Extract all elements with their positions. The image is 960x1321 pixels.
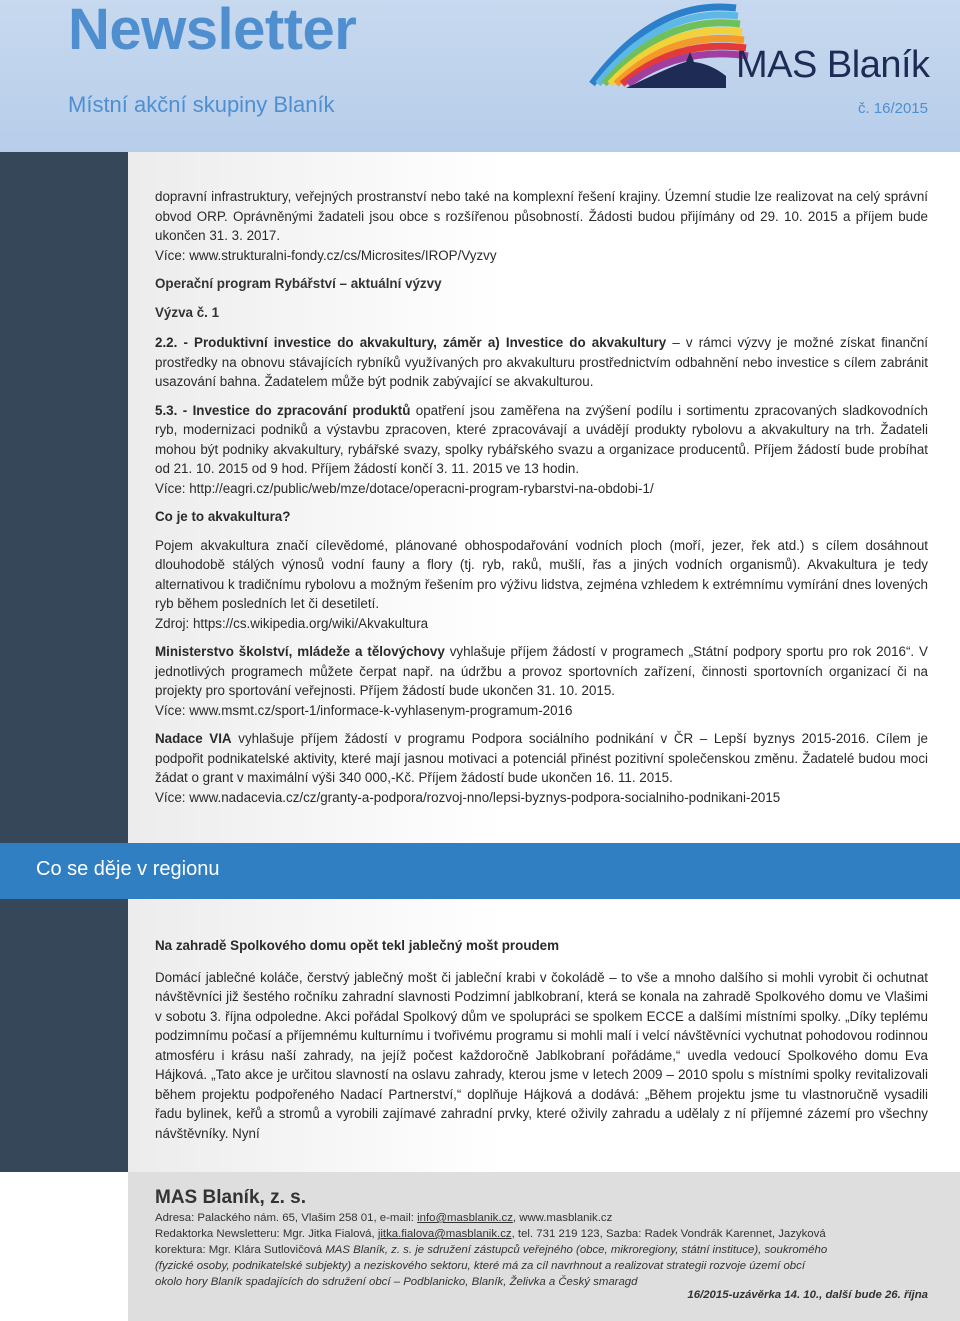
paragraph-lead: 2.2. - Produktivní investice do akvakultury, záměr a) Investice do akvakultury [155, 335, 667, 350]
more-info-link[interactable]: Více: http://eagri.cz/public/web/mze/dotace/operacni-program-rybarstvi-na-obdobi-1/ [155, 480, 654, 496]
section-banner-title: Co se děje v regionu [36, 858, 220, 880]
paragraph: Pojem akvakultura značí cílevědomé, plánované obhospodařování vodních ploch (moří, jezer, řek atd.) s cílem dosáhnout dlouhodobě stálých výnosů vodní fauny a flory (tj. ryb, raků, mušlí, řas a jiných vodních organismů). Akvakultura je tedy alternativou k tradičnímu rybolovu a možným řešením pro výživu lidstva, zejména vzhledem k extrémnímu vymírání dnes lovených ryb během posledních let či desetiletí. [155, 537, 928, 611]
footer-info [155, 1210, 930, 1290]
logo-text: MAS Blaník [736, 44, 930, 86]
paragraph-text: vyhlašuje příjem žádostí v programech „Státní podpory sportu pro rok 2016“. V jednotlivých programech můžete čerpat např. na údržbu a provoz sportovních zařízení, činnosti sportovních organizací či na projekty pro sportování veřejnosti. Příjem žádostí bude ukončen 31. 10. 2015. [155, 644, 928, 698]
footer-text: , www.masblanik.cz [512, 1212, 613, 1224]
paragraph: dopravní infrastruktury, veřejných prostranství nebo také na komplexní řešení krajiny. Územní studie lze realizovat na celý správní obvod ORP. Oprávněnými žadateli jsou obce s rozšířenou působností. Žádosti budou přijímány od 29. 10. 2015 a příjem bude ukončen 31. 3. 2017. [155, 189, 928, 243]
footer-org-name: MAS Blaník, z. s. [155, 1187, 306, 1208]
article-block-2 [155, 333, 928, 807]
footer-address-line [155, 1210, 930, 1226]
issue-number: č. 16/2015 [857, 100, 928, 117]
footer-proof-line [155, 1242, 930, 1258]
paragraph-text: vyhlašuje příjem žádostí v programu Podpora sociálního podnikání v ČR – Lepší byznys 2015-2016. Cílem je podpořit podnikatelské aktivity, které mají jasnou motivaci a potenciál přinést pozitivní společenskou změnu. Žadatelé budou moci žádat o grant v maximální výši 340 000,-Kč. Příjem žádostí bude ukončen 16. 11. 2015. [155, 731, 929, 785]
more-info-link[interactable]: Více: www.nadacevia.cz/cz/granty-a-podpora/rozvoj-nno/lepsi-byznys-podpora-socialniho-podnikani-2015 [155, 789, 781, 805]
section-heading: Operační program Rybářství – aktuální výzvy [155, 276, 442, 291]
article-block-3 [155, 936, 928, 1143]
source-link[interactable]: Zdroj: https://cs.wikipedia.org/wiki/Akvakultura [155, 615, 429, 631]
footer-text: korektura: Mgr. Klára Sutlovičová [155, 1244, 326, 1256]
left-sidebar-band [0, 152, 128, 1172]
paragraph-lead: Nadace VIA [155, 731, 232, 746]
paragraph [155, 401, 928, 479]
paragraph-text: – v rámci výzvy je možné získat finanční prostředky na obnovu stávajících rybníků využívaných pro akvakulturu prostřednictvím odbahnění nebo investice s cílem zabránit usazování bahna. Žadatelem může být podnik zabývající se akvakulturou. [155, 335, 928, 389]
article-heading: Na zahradě Spolkového domu opět tekl jablečný mošt proudem [155, 938, 560, 953]
footer-text: okolo hory Blaník spadajících do sdružení obcí – Podblanicko, Blaník, Želivka a Český smaragd [155, 1276, 638, 1288]
newsletter-title: Newsletter [68, 0, 357, 62]
footer-text: MAS Blaník, z. s. je sdružení zástupců veřejného (obce, mikroregiony, státní instituce), soukromého [325, 1244, 828, 1256]
footer-editor-line [155, 1226, 930, 1242]
paragraph-lead: 5.3. - Investice do zpracování produktů [155, 402, 411, 418]
paragraph [155, 729, 928, 788]
paragraph: Domácí jablečné koláče, čerstvý jablečný mošt či jableční krabi v čokoládě – to vše a mnoho dalšího si mohli vyrobit či ochutnat návštěvníci již šestého ročníku zahradní slavnosti Podzimní jablkobraní, která se konala na zahradě Spolkového domu ve Vlašimi v sobotu 3. října odpoledne. Akci pořádal Spolkový dům ve spolupráci se spolkem ECCE a dalšími místními spolky. „Díky teplému podzimnímu počasí a příjemnému kulturnímu i tvořivému programu si mohli malí i velcí návštěvníci vychutnat pohodovou rodinnou atmosféru i krásu naší zahrady, na jejíž počest každoročně Jablkobraní pořádáme,“ uvedla vedoucí Spolkového domu Eva Hájková. „Tato akce je určitou slavností na oslavu zahrady, kterou jsme v letech 2009 – 2010 spolu s místními spolky revitalizovali během projektu podpořeného Nadací Partnerství,“ doplňuje Hájková a dodává: „Během projektu jsme tu vlastnoručně vysadili řadu bylinek, keřů a stromů a vyrobili zajímavé zahradní prvky, které oživily zahradu a udělaly z ní příjemné zázemí pro všechny návštěvníky. Nyní [155, 969, 928, 1141]
section-heading: Co je to akvakultura? [155, 509, 291, 524]
more-info-link[interactable]: Více: www.msmt.cz/sport-1/informace-k-vyhlasenym-programum-2016 [155, 702, 573, 718]
email-link[interactable]: jitka.fialova@masblanik.cz [377, 1228, 512, 1240]
footer-text: Adresa: Palackého nám. 65, Vlašim 258 01, e-mail: [155, 1212, 418, 1224]
footer-deadline: 16/2015-uzávěrka 14. 10., další bude 26. října [687, 1289, 928, 1301]
more-info-link[interactable]: Více: www.strukturalni-fondy.cz/cs/Microsites/IROP/Vyzvy [155, 247, 497, 263]
email-link[interactable]: info@masblanik.cz [417, 1212, 513, 1224]
newsletter-subtitle: Místní akční skupiny Blaník [68, 92, 335, 117]
paragraph [155, 642, 928, 701]
paragraph [155, 333, 928, 392]
call-number: Výzva č. 1 [155, 304, 220, 320]
article-block-1 [155, 187, 928, 322]
paragraph-text: opatření jsou zaměřena na zvýšení podílu i sortimentu zpracovaných sladkovodních ryb, modernizaci podniků a výstavbu zpracoven, které zpracovávají a uvádějí produkty rybolovu a akvakultury na trh. Žadateli mohou být podniky akvakultury, rybářské svazy, spolky rybářského svazu a organizace producentů. Příjem žádostí bude probíhat od 21. 10. 2015 od 9 hod. Příjem žádostí končí 3. 11. 2015 ve 13 hodin. [155, 402, 928, 476]
footer-text: Redaktorka Newsletteru: Mgr. Jitka Fialová, [155, 1228, 378, 1240]
footer-text: , tel. 731 219 123, Sazba: Radek Vondrák Karennet, Jazyková [511, 1228, 826, 1240]
paragraph-lead: Ministerstvo školství, mládeže a tělovýchovy [155, 644, 445, 659]
footer-text: (fyzické osoby, podnikatelské subjekty) a neziskového sektoru, které má za cíl navrhnout a realizovat strategii rozvoje území obcí [155, 1260, 805, 1272]
